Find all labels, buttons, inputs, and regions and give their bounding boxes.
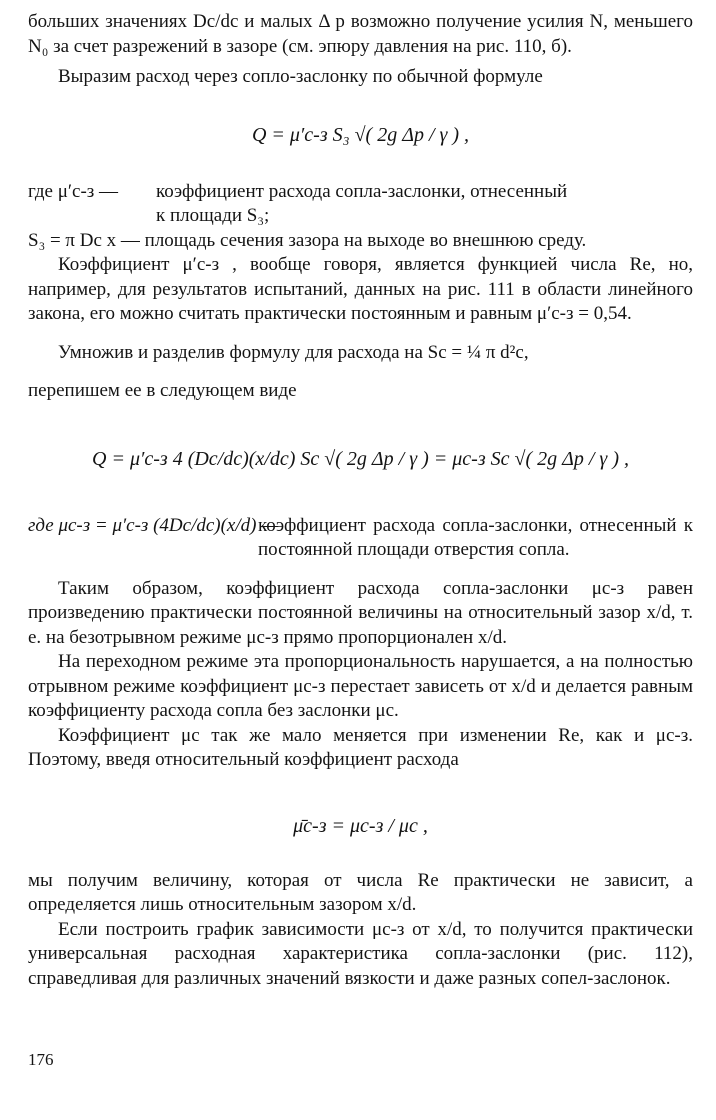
paragraph-thus: Таким образом, коэффициент расхода сопла-заслонки μс-з равен произведению практически постоянной величины на относительный зазор x/d, т. е. на безотрывном режиме μс-з прямо пропорционален x/d.	[28, 577, 693, 648]
where-1-continuation: к площади S₃;	[156, 205, 270, 226]
paragraph-top: больших значениях Dс/dс и малых Δ p возможно получение усилия N, меньшего N₀ за счет разрежений в зазоре (см. эпюру давления на рис. 110, б).	[28, 11, 693, 57]
formula-rewritten: Q = μ′с-з 4 (Dс/dс)(x/dс) Sс √( 2g Δp / γ ) = μс-з Sс √( 2g Δp / γ ) ,	[92, 447, 629, 470]
paragraph-mu-c: Коэффициент μс так же мало меняется при изменении Re, как и μс-з. Поэтому, введя относительный коэффициент расхода	[28, 724, 693, 770]
paragraph-multiply: Умножив и разделив формулу для расхода на Sс = ¼ π d²с,	[58, 341, 529, 363]
where-block-2	[28, 514, 693, 563]
paragraph-graph: Если построить график зависимости μс-з от x/d, то получится практически универсальная расходная характеристика сопла-заслонки (рис. 112), справедливая для различных значений вязкости и даже разных сопел-заслонок.	[28, 918, 693, 989]
paragraph-rewrite: перепишем ее в следующем виде	[28, 380, 297, 401]
document-page	[28, 10, 693, 991]
paragraph-transition: На переходном режиме эта пропорциональность нарушается, а на полностью отрывном режиме коэффициент μс-з перестает зависеть от x/d и делается равным коэффициенту расхода сопла без заслонки μс.	[28, 651, 693, 721]
where-2-label: где μс-з = μ′с-з (4Dс/dс)(x/d) —	[28, 514, 279, 536]
where-2-text: коэффициент расхода сопла-заслонки, отнесенный к постоянной площади отверстия сопла.	[258, 514, 693, 560]
where-1-label: где μ′с-з —	[28, 180, 119, 202]
where-block-1	[28, 180, 693, 205]
page-number: 176	[28, 1050, 54, 1069]
where-1-text: коэффициент расхода сопла-заслонки, отнесенный	[156, 180, 568, 202]
paragraph-express: Выразим расход через сопло-заслонку по обычной формуле	[58, 66, 543, 87]
paragraph-coefficient: Коэффициент μ′с-з , вообще говоря, является функцией числа Re, но, например, для результатов испытаний, данных на рис. 111 в области линейного закона, его можно считать практически постоянным и равным μ′с-з = 0,54.	[28, 254, 693, 324]
formula-flow-rate: Q = μ′с-з S₃ √( 2g Δp / γ ) ,	[251, 123, 470, 146]
paragraph-result: мы получим величину, которая от числа Re практически не зависит, а определяется лишь относительным зазором x/d.	[28, 869, 693, 915]
formula-relative-coefficient: μ̄с-з = μс-з / μс ,	[293, 814, 428, 837]
line-s3-definition: S₃ = π Dс x — площадь сечения зазора на выходе во внешнюю среду.	[28, 229, 587, 251]
